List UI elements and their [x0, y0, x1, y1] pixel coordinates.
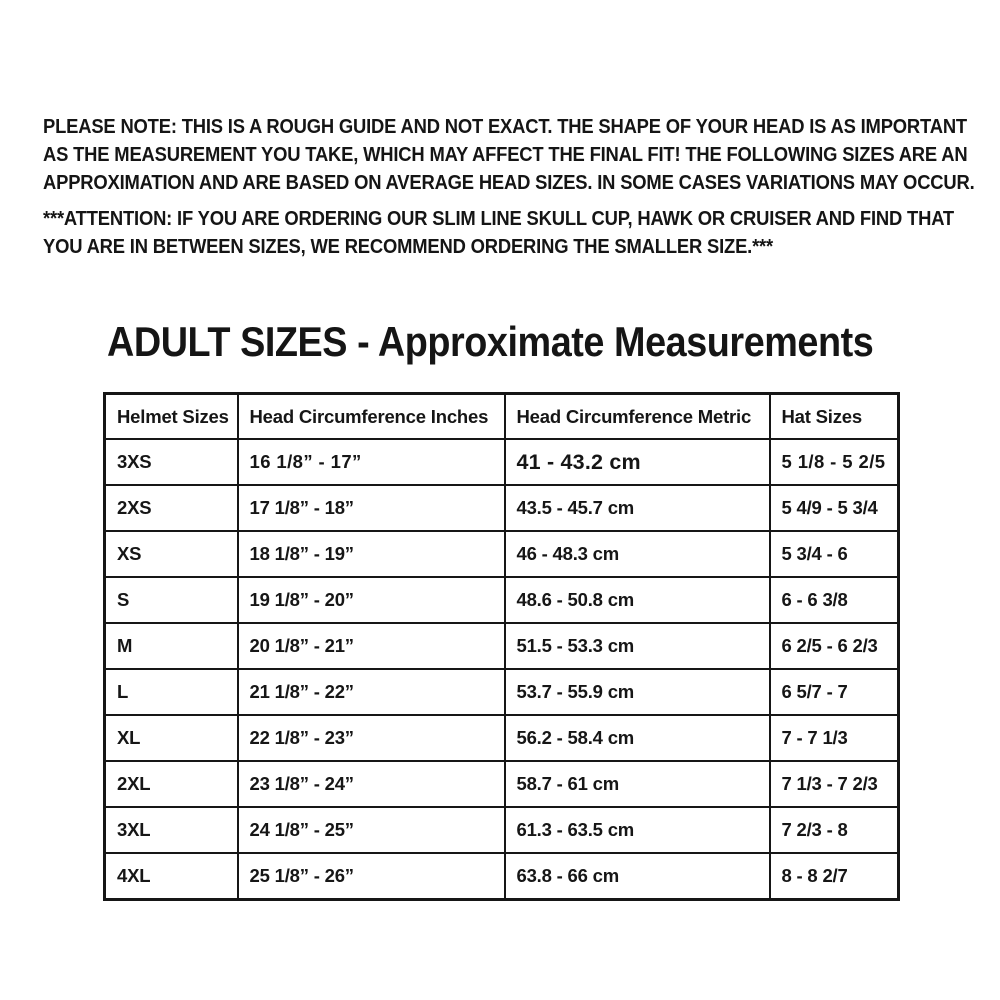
table-row — [105, 669, 899, 715]
table-row — [105, 807, 899, 853]
cell-hat-size-range: 5 3/4 - 6 — [770, 531, 899, 577]
attention-line: ***ATTENTION: IF YOU ARE ORDERING OUR SLIM LINE SKULL CUP, HAWK OR CRUISER AND FIND THAT — [43, 208, 954, 230]
cell-helmet-size: M — [105, 623, 238, 669]
cell-hat-size-range: 6 2/5 - 6 2/3 — [770, 623, 899, 669]
cell-metric-range: 43.5 - 45.7 cm — [505, 485, 770, 531]
cell-metric-range: 48.6 - 50.8 cm — [505, 577, 770, 623]
cell-inches-range: 16 1/8” - 17” — [238, 439, 505, 485]
table-row — [105, 853, 899, 900]
cell-metric-range: 46 - 48.3 cm — [505, 531, 770, 577]
cell-helmet-size: 2XS — [105, 485, 238, 531]
table-row — [105, 531, 899, 577]
table-header-row — [105, 394, 899, 440]
header-hat-sizes: Hat Sizes — [770, 394, 899, 440]
please-note-line: APPROXIMATION AND ARE BASED ON AVERAGE HEAD SIZES. IN SOME CASES VARIATIONS MAY OCCUR. — [43, 172, 975, 194]
table-row — [105, 715, 899, 761]
cell-inches-range: 20 1/8” - 21” — [238, 623, 505, 669]
cell-inches-range: 21 1/8” - 22” — [238, 669, 505, 715]
cell-metric-range: 53.7 - 55.9 cm — [505, 669, 770, 715]
cell-helmet-size: 3XL — [105, 807, 238, 853]
attention-paragraph — [43, 205, 954, 261]
cell-hat-size-range: 8 - 8 2/7 — [770, 853, 899, 900]
cell-hat-size-range: 7 - 7 1/3 — [770, 715, 899, 761]
cell-hat-size-range: 6 5/7 - 7 — [770, 669, 899, 715]
header-helmet-sizes: Helmet Sizes — [105, 394, 238, 440]
attention-line: YOU ARE IN BETWEEN SIZES, WE RECOMMEND ORDERING THE SMALLER SIZE.*** — [43, 236, 774, 258]
cell-helmet-size: L — [105, 669, 238, 715]
page-title: ADULT SIZES - Approximate Measurements — [107, 318, 874, 365]
cell-helmet-size: XS — [105, 531, 238, 577]
cell-metric-range: 56.2 - 58.4 cm — [505, 715, 770, 761]
please-note-paragraph — [43, 113, 975, 197]
cell-helmet-size: S — [105, 577, 238, 623]
cell-inches-range: 24 1/8” - 25” — [238, 807, 505, 853]
header-head-circumference-metric: Head Circumference Metric — [505, 394, 770, 440]
cell-hat-size-range: 7 1/3 - 7 2/3 — [770, 761, 899, 807]
cell-metric-range: 58.7 - 61 cm — [505, 761, 770, 807]
cell-inches-range: 18 1/8” - 19” — [238, 531, 505, 577]
cell-inches-range: 19 1/8” - 20” — [238, 577, 505, 623]
table-row — [105, 623, 899, 669]
table-row — [105, 439, 899, 485]
cell-hat-size-range: 5 4/9 - 5 3/4 — [770, 485, 899, 531]
adult-sizes-table — [103, 392, 900, 901]
cell-inches-range: 23 1/8” - 24” — [238, 761, 505, 807]
cell-inches-range: 17 1/8” - 18” — [238, 485, 505, 531]
cell-metric-range: 51.5 - 53.3 cm — [505, 623, 770, 669]
cell-hat-size-range: 5 1/8 - 5 2/5 — [770, 439, 899, 485]
cell-metric-range: 61.3 - 63.5 cm — [505, 807, 770, 853]
table-row — [105, 485, 899, 531]
header-head-circumference-inches: Head Circumference Inches — [238, 394, 505, 440]
cell-helmet-size: 4XL — [105, 853, 238, 900]
table-row — [105, 761, 899, 807]
cell-metric-range: 63.8 - 66 cm — [505, 853, 770, 900]
please-note-line: PLEASE NOTE: THIS IS A ROUGH GUIDE AND NOT EXACT. THE SHAPE OF YOUR HEAD IS AS IMPORTANT — [43, 116, 967, 138]
cell-inches-range: 22 1/8” - 23” — [238, 715, 505, 761]
please-note-line: AS THE MEASUREMENT YOU TAKE, WHICH MAY AFFECT THE FINAL FIT! THE FOLLOWING SIZES ARE AN — [43, 144, 968, 166]
cell-helmet-size: 2XL — [105, 761, 238, 807]
table-row — [105, 577, 899, 623]
cell-hat-size-range: 6 - 6 3/8 — [770, 577, 899, 623]
cell-metric-range: 41 - 43.2 cm — [505, 439, 770, 485]
cell-helmet-size: 3XS — [105, 439, 238, 485]
cell-hat-size-range: 7 2/3 - 8 — [770, 807, 899, 853]
cell-helmet-size: XL — [105, 715, 238, 761]
cell-inches-range: 25 1/8” - 26” — [238, 853, 505, 900]
